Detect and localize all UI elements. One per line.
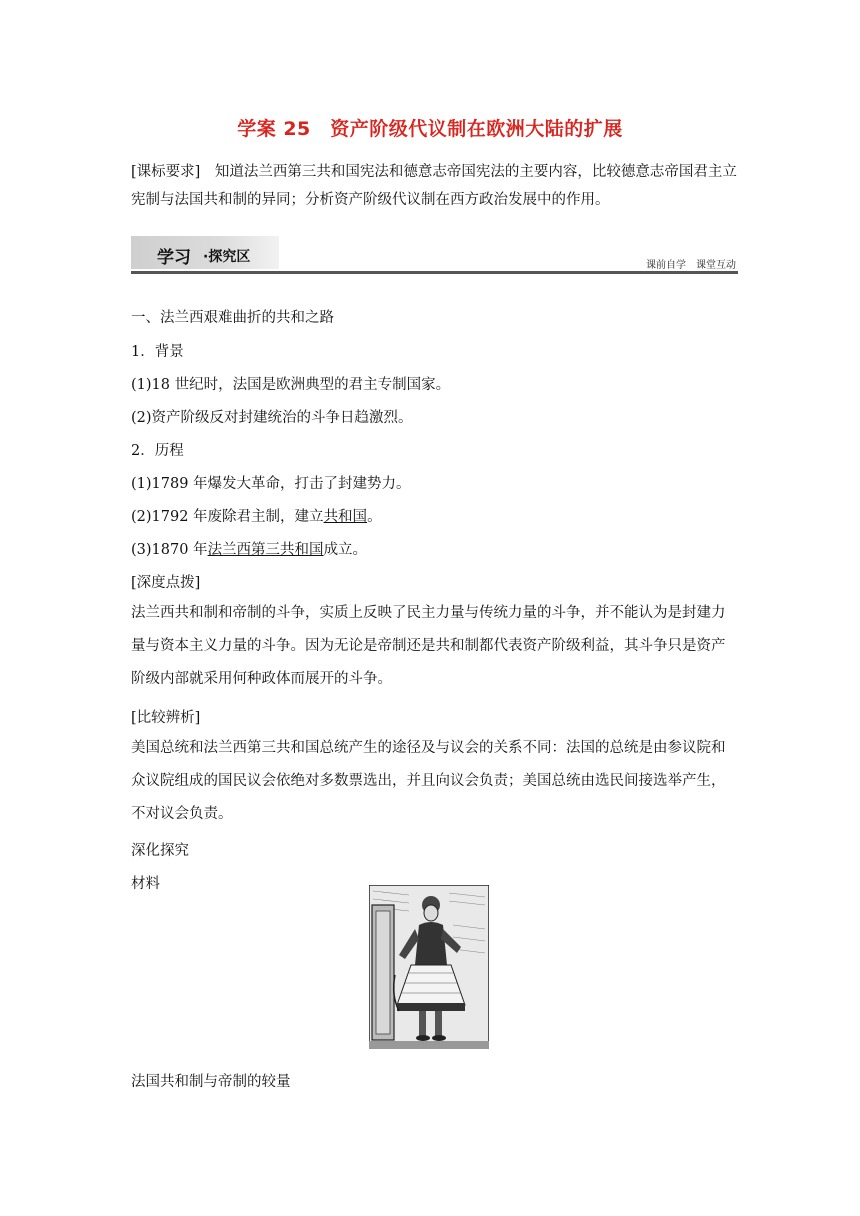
section-banner	[131, 236, 738, 276]
compare-text: 美国总统和法兰西第三共和国总统产生的途径及与议会的关系不同：法国的总统是由参议院和众议院组成的国民议会依绝对多数票选出，并且向议会负责；美国总统由选民间接选举产生，不对议会负责。	[131, 740, 726, 822]
banner-main-label: 学习	[157, 248, 191, 268]
section-heading: 一、法兰西艰难曲折的共和之路	[131, 310, 334, 326]
requirement-label: [课标要求]	[131, 164, 201, 180]
figure-caption: 法国共和制与帝制的较量	[131, 1074, 291, 1090]
banner-right-label: 课前自学 课堂互动	[646, 260, 736, 271]
insight-text: 法兰西共和制和帝制的斗争，实质上反映了民主力量与传统力量的斗争，并不能认为是封建力量与资本主义力量的斗争。因为无论是帝制还是共和制都代表资产阶级利益，其斗争只是资产阶级内部就采用何种政体而展开的斗争。	[131, 605, 726, 687]
process-item	[131, 505, 382, 526]
underlined-answer: 法兰西第三共和国	[207, 542, 324, 558]
process-text: (2)1792 年废除君主制，建立	[131, 509, 324, 525]
banner-sub-label: ·探究区	[203, 249, 251, 265]
background-item: (2)资产阶级反对封建统治的斗争日趋激烈。	[131, 410, 413, 426]
process-text: 。	[367, 509, 382, 525]
banner-rule	[131, 271, 738, 274]
background-title: 1．背景	[131, 344, 184, 360]
historical-illustration	[369, 885, 489, 1049]
curriculum-requirement	[131, 158, 741, 214]
insight-label: [深度点拨]	[131, 575, 201, 591]
process-title: 2．历程	[131, 443, 184, 459]
background-item: (1)18 世纪时，法国是欧洲典型的君主专制国家。	[131, 377, 451, 393]
process-text: 成立。	[323, 542, 368, 558]
process-item: (1)1789 年爆发大革命，打击了封建势力。	[131, 476, 411, 492]
compare-label: [比较辨析]	[131, 710, 201, 726]
requirement-text: 知道法兰西第三共和国宪法和德意志帝国宪法的主要内容，比较德意志帝国君主立宪制与法国共和制的异同；分析资产阶级代议制在西方政治发展中的作用。	[131, 164, 737, 208]
material-label: 材料	[131, 876, 160, 892]
underlined-answer: 共和国	[323, 509, 368, 525]
page-title: 学案 25 资产阶级代议制在欧洲大陆的扩展	[237, 118, 623, 140]
process-text: (3)1870 年	[131, 542, 208, 558]
process-item	[131, 538, 367, 559]
deepen-heading: 深化探究	[131, 843, 189, 859]
